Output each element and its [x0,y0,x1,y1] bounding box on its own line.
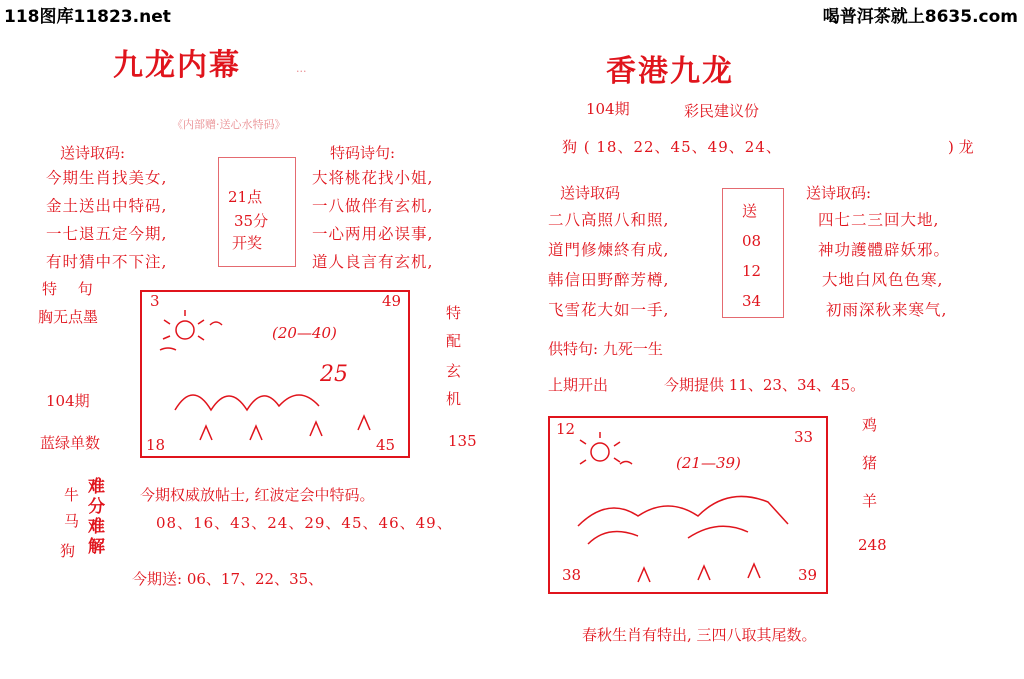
right-poem2-line-1: 四七二三回大地, [818,211,940,229]
right-side-char-3: 羊 [862,492,878,510]
right-poem-heading: 送诗取码 [560,184,621,202]
right-box-num-2: 12 [742,262,762,280]
right-poem-line-1: 二八高照八和照, [548,211,670,229]
left-numbers: 08、16、43、24、29、45、46、49、 [156,514,453,532]
right-side-char-1: 鸡 [862,416,878,434]
right-side-number: 248 [858,536,887,554]
sun-icon [176,321,194,339]
left-drawing-top-left: 3 [150,292,160,310]
right-drawing-bottom-right: 39 [798,566,818,584]
left-code-line-1: 大将桃花找小姐, [312,169,434,187]
right-sketch-drawing [548,416,828,594]
left-poem-line-1: 今期生肖找美女, [46,169,168,187]
site-watermark-right: 喝普洱茶就上8635.com [822,7,1018,27]
left-time-line-1: 21点 [228,188,263,206]
right-poem2-line-2: 神功護體辟妖邪。 [818,241,951,259]
left-hard-1: 难 [88,477,105,497]
left-animal-3: 狗 [60,542,76,560]
left-drawing-bottom-left: 18 [146,436,166,454]
left-te-ju: 特 句 [42,280,101,298]
right-special: 供特句: 九死一生 [548,340,663,358]
left-code-line-4: 道人良言有玄机, [312,253,434,271]
right-drawing-top-left: 12 [556,420,576,438]
right-poem-line-3: 韩信田野醉芳樽, [548,271,670,289]
right-poem-line-2: 道門修煉終有成, [548,241,670,259]
left-sketch-drawing [140,290,410,458]
left-issue: 104期 [46,392,90,410]
left-hard-2: 分 [88,497,105,517]
left-code-line-3: 一心两用必误事, [312,225,434,243]
left-drawing-bottom-right: 45 [376,436,396,454]
right-poem2-heading: 送诗取码: [806,184,872,202]
right-provide: 今期提供 11、23、34、45。 [664,376,866,394]
left-authority: 今期权威放帖士, 红波定会中特码。 [140,486,375,504]
right-box-num-1: 08 [742,232,762,250]
left-xiong: 胸无点墨 [38,308,99,326]
left-code-heading: 特码诗句: [330,144,396,162]
left-poem-line-4: 有时猜中不下注, [46,253,168,271]
right-side-char-2: 猪 [862,454,878,472]
left-side-char-1: 特 [446,304,462,322]
left-faint-subtitle: 《内部赠·送心水特码》 [172,118,286,131]
left-color-pick: 蓝绿单数 [40,434,101,452]
left-side-char-2: 配 [446,332,462,350]
right-poem2-line-3: 大地白风色色寒, [822,271,944,289]
left-drawing-range: (20—40) [272,324,337,342]
right-box-label: 送 [742,202,758,220]
right-box-num-3: 34 [742,292,762,310]
left-drawing-top-right: 49 [382,292,402,310]
left-time-line-3: 开奖 [232,234,263,252]
left-side-char-4: 机 [446,390,462,408]
right-drawing-top-right: 33 [794,428,814,446]
left-poem-line-3: 一七退五定今期, [46,225,168,243]
right-issue: 104期 [586,100,630,118]
sun-icon [591,443,609,461]
left-side-number: 135 [448,432,477,450]
left-title: 九龙内幕 [113,48,241,83]
left-poem-line-2: 金土送出中特码, [46,197,168,215]
right-poem2-line-4: 初雨深秋来寒气, [826,301,948,319]
left-code-line-2: 一八做伴有玄机, [312,197,434,215]
left-side-char-3: 玄 [446,362,462,380]
left-animal-1: 牛 [64,486,80,504]
left-faint-note: ... [296,62,307,75]
left-animal-2: 马 [64,512,80,530]
left-poem-heading: 送诗取码: [60,144,126,162]
right-suggest: 彩民建议份 [684,102,760,120]
left-time-line-2: 35分 [234,212,269,230]
right-dog-line: 狗 ( 18、22、45、49、24、 [562,138,782,156]
right-title: 香港九龙 [606,54,734,89]
left-hard-4: 解 [88,537,105,557]
left-drawing-mid: 25 [320,362,348,387]
right-drawing-range: (21—39) [676,454,741,472]
right-poem-line-4: 飞雪花大如一手, [548,301,670,319]
left-hard-3: 难 [88,517,105,537]
right-drawing-bottom-left: 38 [562,566,582,584]
right-last: 上期开出 [548,376,609,394]
site-watermark-left: 118图库11823.net [4,7,171,27]
left-send: 今期送: 06、17、22、35、 [132,570,324,588]
right-footer: 春秋生肖有特出, 三四八取其尾数。 [582,626,817,644]
right-dragon: ) 龙 [948,138,974,156]
